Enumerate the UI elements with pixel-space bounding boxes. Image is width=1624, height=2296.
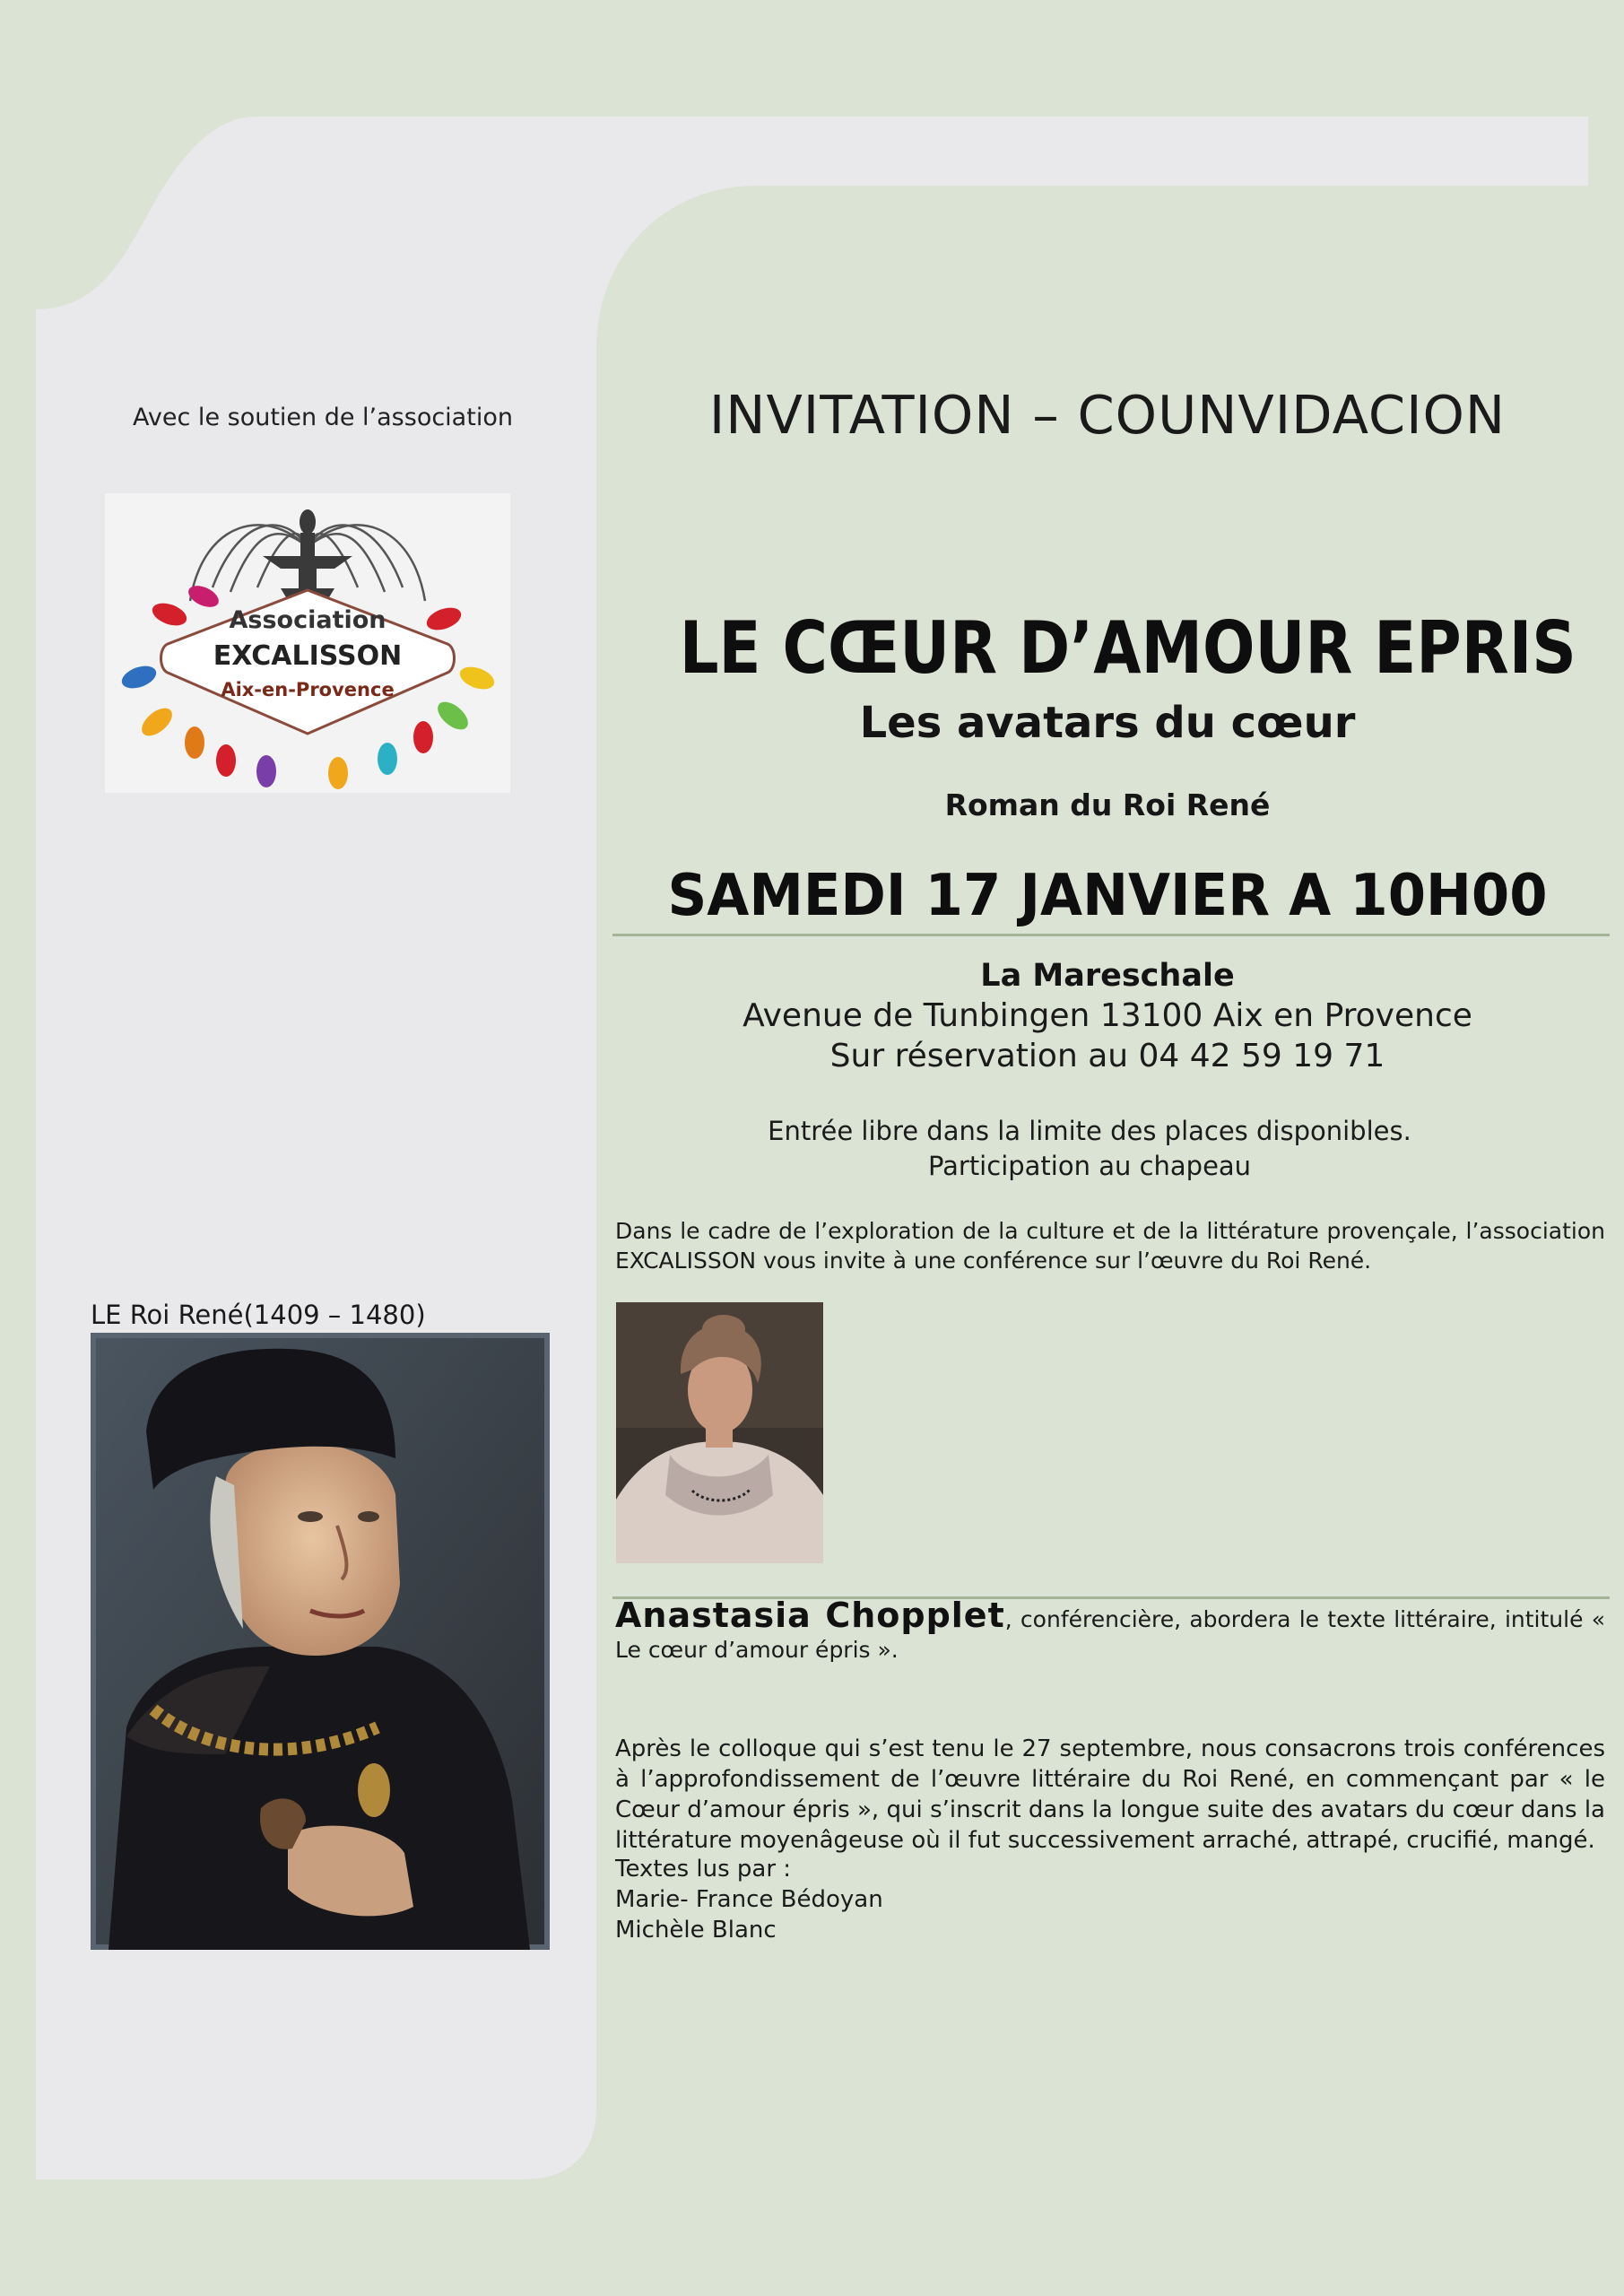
event-subtitle: Les avatars du cœur: [859, 698, 1356, 748]
entry-note: Entrée libre dans la limite des places disponibles.: [768, 1116, 1411, 1146]
king-rene-portrait: [91, 1333, 550, 1950]
participation-note: Participation au chapeau: [927, 1151, 1252, 1181]
speaker-paragraph: [615, 1596, 1605, 1665]
association-logo: [105, 493, 510, 793]
logo-line1: Association: [229, 606, 386, 634]
readers-list: [615, 1854, 883, 1945]
event-date: SAMEDI 17 JANVIER A 10H00: [667, 863, 1548, 929]
event-title: LE CŒUR D’AMOUR EPRIS: [679, 606, 1576, 690]
venue-address: Avenue de Tunbingen 13100 Aix en Provence: [743, 997, 1472, 1034]
venue-name: La Mareschale: [980, 958, 1235, 994]
speaker-photo: [616, 1302, 823, 1563]
invitation-title: INVITATION – COUNVIDACION: [708, 384, 1507, 446]
divider: [612, 934, 1610, 936]
readers-intro: Textes lus par :: [615, 1856, 792, 1883]
colloquium-paragraph: Après le colloque qui s’est tenu le 27 septembre, nous consacrons trois conférences à l’approfondissement de l’œuvre littéraire du Roi René, en commençant par « le Cœur d’amour épris », qui s’inscrit dans la longue suite des avatars du cœur dans la littérature moyenâgeuse où il fut successivement arraché, attrapé, crucifié, mangé.: [615, 1735, 1605, 1854]
intro-paragraph: Dans le cadre de l’exploration de la culture et de la littérature provençale, l’association EXCALISSON vous invite à une conférence sur l’œuvre du Roi René.: [615, 1218, 1605, 1274]
event-novel: Roman du Roi René: [944, 787, 1271, 822]
logo-line3: Aix-en-Provence: [221, 679, 395, 700]
portrait-caption: LE Roi René(1409 – 1480): [91, 1300, 426, 1330]
reader-item: Marie- France Bédoyan: [615, 1886, 883, 1913]
speaker-name: Anastasia Chopplet: [615, 1596, 1005, 1635]
speaker-description: , conférencière, abordera le texte littéraire, intitulé « Le cœur d’amour épris ».: [615, 1606, 1605, 1663]
reader-item: Michèle Blanc: [615, 1917, 777, 1944]
logo-line2: EXCALISSON: [213, 640, 403, 672]
support-text: Avec le soutien de l’association: [133, 404, 513, 431]
venue-booking: Sur réservation au 04 42 59 19 71: [829, 1038, 1385, 1074]
